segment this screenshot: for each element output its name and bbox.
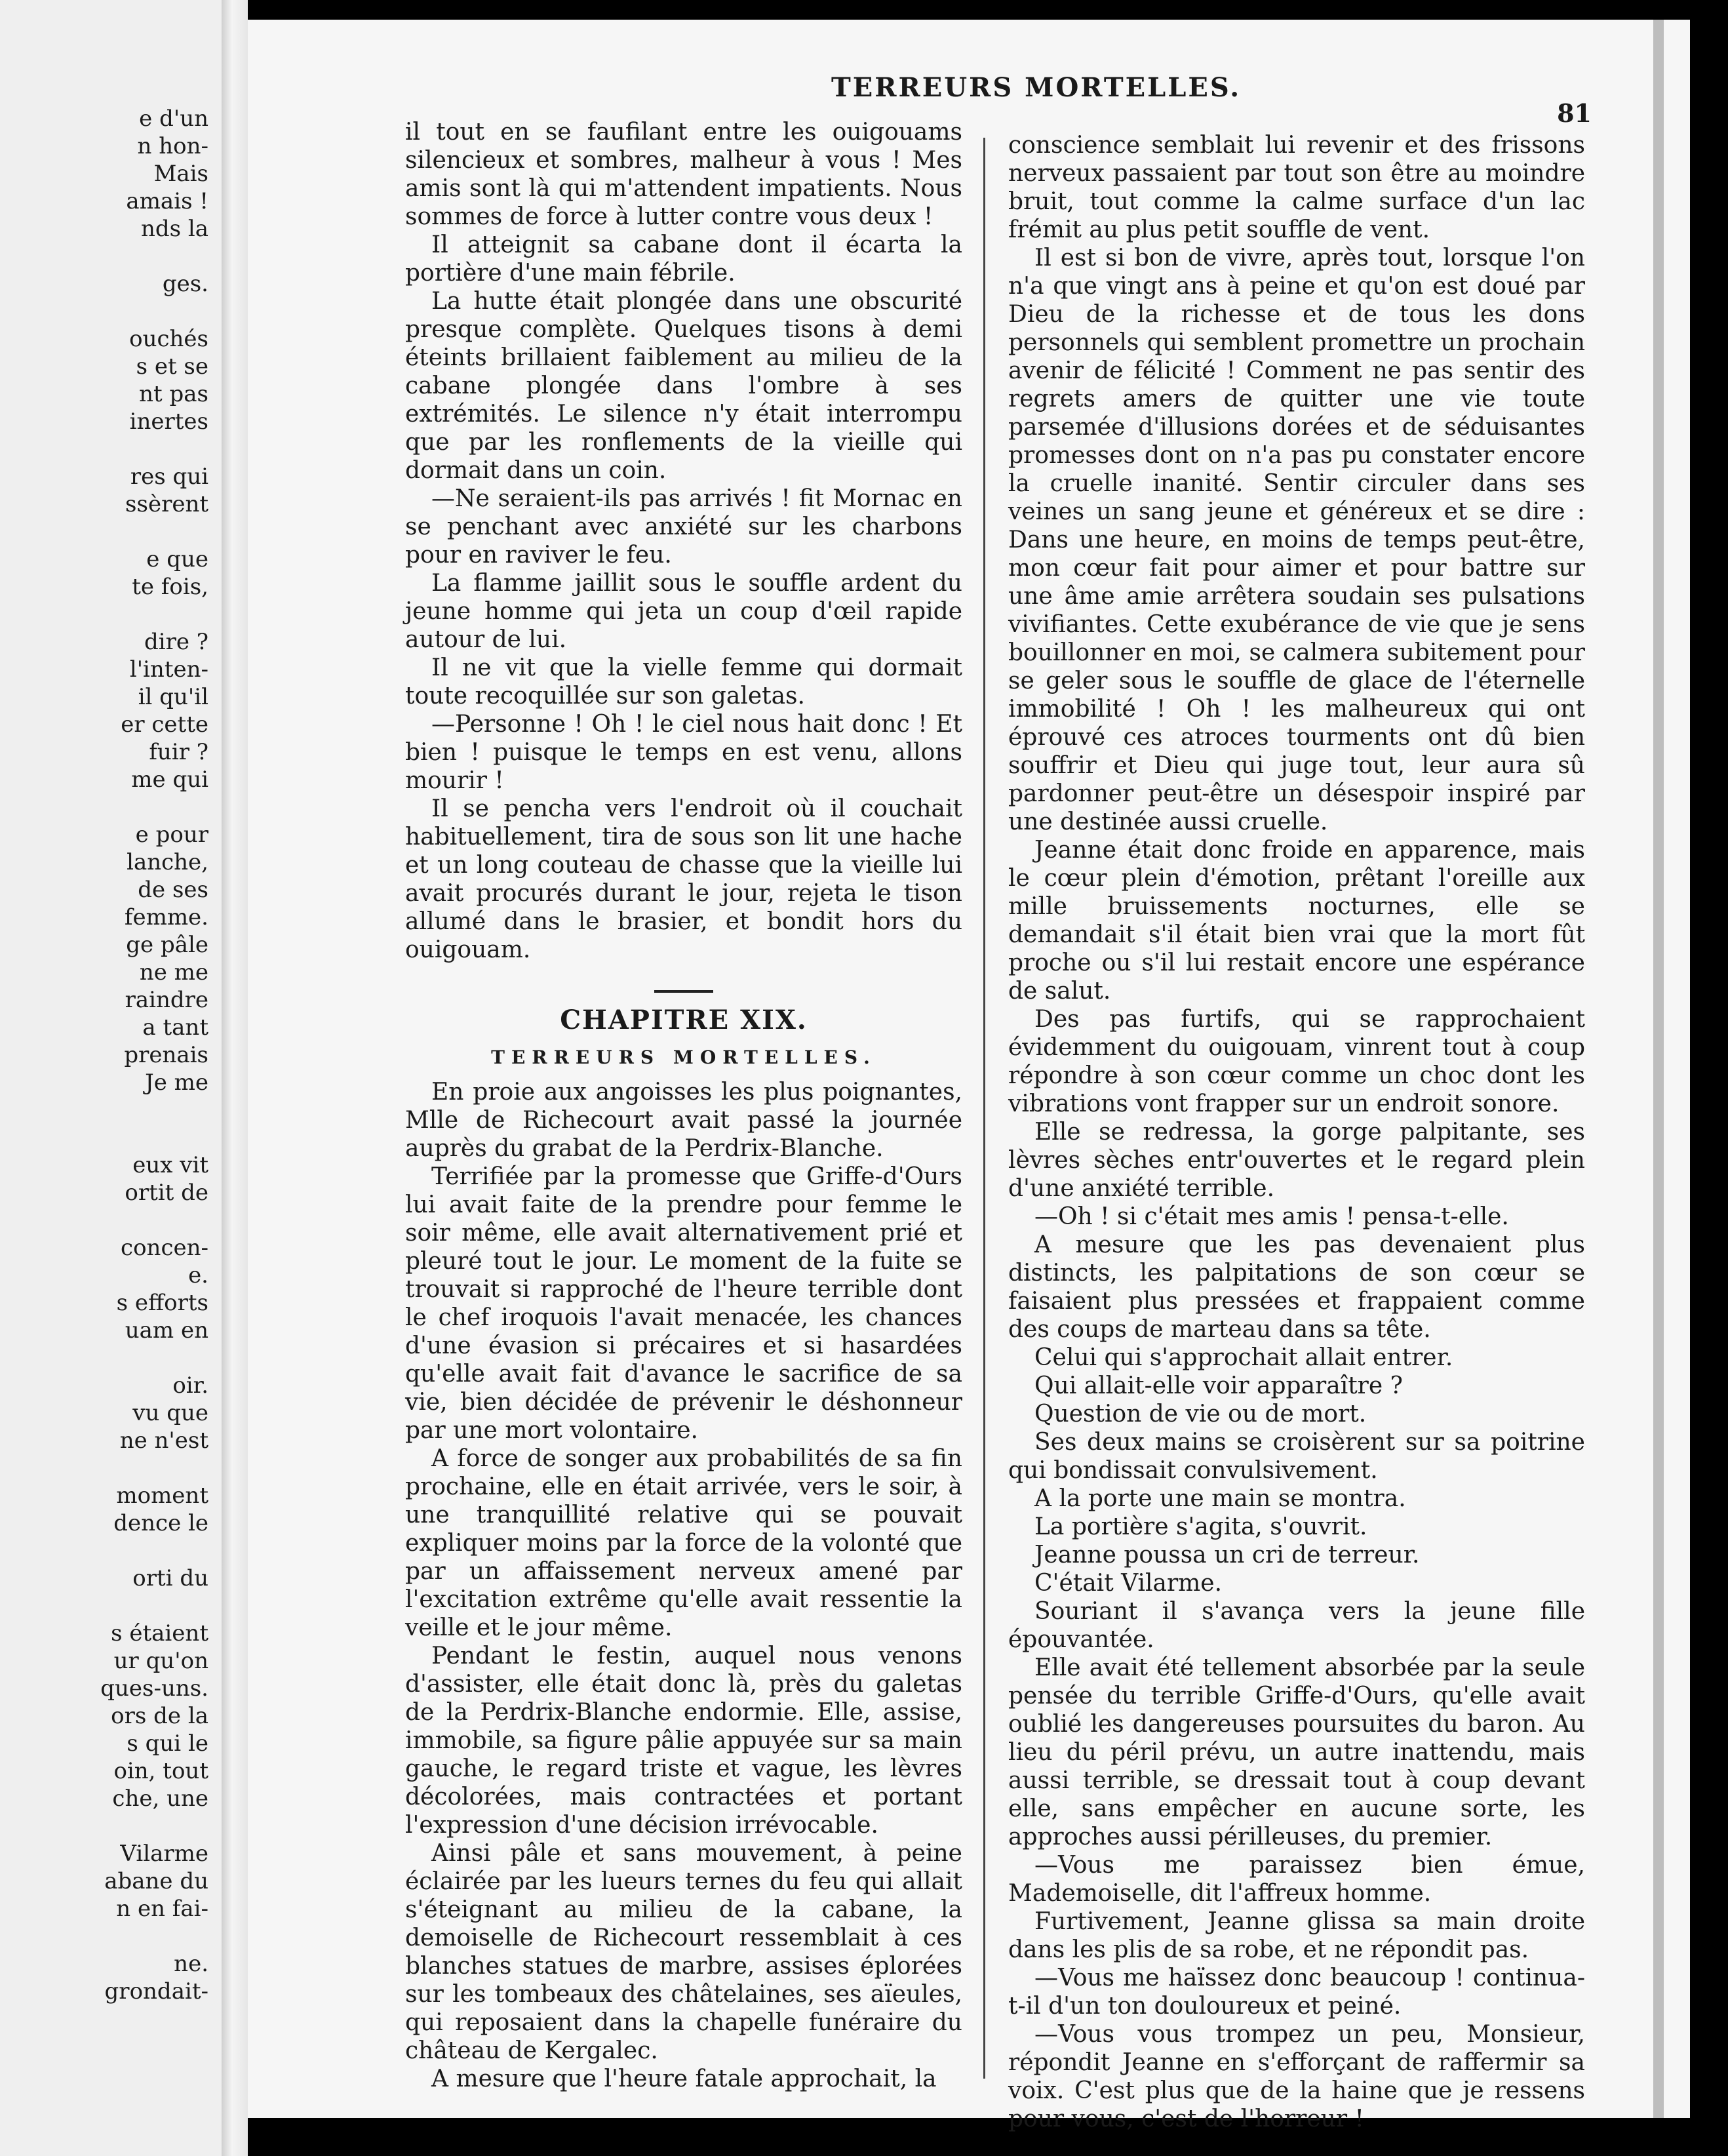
paragraph: Il est si bon de vivre, après tout, lorsque l'on n'a que vingt ans à peine et qu'on est doué par Dieu de la richesse et de tous les dons personnels qui semblent promettre un prochain avenir de félicité ! Comment ne pas sentir des regrets amers de quitter une vie toute parsemée d'illusions dorées et de séduisantes promesses dont on n'a pas pu constater encore la cruelle inanité. Sentir circuler dans ses veines un sang jeune et généreux et se dire : Dans une heure, en moins de temps peut-être, mon cœur fait pour aimer et pour battre sur une âme amie arrêtera soudain ses pulsations vivifiantes. Cette exubérance de vie que je sens bouillonner en moi, se calmera subitement pour se geler sous le souffle de glace de l'éternelle immobilité ! Oh ! les malheureux qui ont éprouvé ces atroces tourments ont dû bien souffrir et Dieu qui juge tout, leur aura sû pardonner peut-être un désespoir inspiré par une destinée aussi cruelle. [1008, 245, 1585, 835]
column-rule [983, 138, 985, 2079]
left-page-text-fragment: oin, tout [113, 1758, 208, 1784]
left-page-text-fragment: dence le [113, 1510, 208, 1536]
running-head: TERREURS MORTELLES. [831, 72, 1242, 103]
left-page-text-fragment: ors de la [111, 1703, 208, 1729]
left-page-text-fragment: inertes [129, 409, 208, 435]
paragraph: —Vous me haïssez donc beaucoup ! continua-t-il d'un ton douloureux et peiné. [1008, 1965, 1585, 2020]
left-page-text-fragment: ne n'est [119, 1427, 208, 1454]
paragraph: Furtivement, Jeanne glissa sa main droite dans les plis de sa robe, et ne répondit pas. [1008, 1908, 1585, 1963]
left-page-text-fragment: amais ! [126, 188, 208, 214]
paragraph: A force de songer aux probabilités de sa fin prochaine, elle en était arrivée, vers le soir, à une tranquillité relative qui se pouvait expliquer moins par la force de la volonté que par un affaissement nerveux amené par l'excitation extrême qu'elle avait ressentie la veille et le jour même. [405, 1445, 962, 1641]
paragraph: Il se pencha vers l'endroit où il couchait habituellement, tira de sous son lit une hache et un long couteau de chasse que la vieille lui avait procurés durant le jour, rejeta le tison allumé dans le brasier, et bondit hors du ouigouam. [405, 795, 962, 963]
paragraph: —Personne ! Oh ! le ciel nous hait donc ! Et bien ! puisque le temps en est venu, allons mourir ! [405, 711, 962, 794]
left-page-text-fragment: ssèrent [125, 491, 208, 517]
left-page-text-fragment: ques-uns. [100, 1675, 208, 1702]
left-page-text-fragment: fuir ? [149, 739, 208, 765]
left-page-text-fragment: de ses [138, 877, 208, 903]
chapter-subtitle: TERREURS MORTELLES. [491, 1047, 876, 1068]
left-page-text-fragment: ges. [162, 271, 208, 297]
left-page-text-fragment: ouchés [129, 326, 208, 352]
paragraph: La hutte était plongée dans une obscurité presque complète. Quelques tisons à demi éteints brillaient faiblement au milieu de la cabane plongée dans l'ombre à ses extrémités. Le silence n'y était interrompu que par les ronflements de la vieille qui dormait dans un coin. [405, 288, 962, 484]
left-page-text-fragment: uam en [125, 1317, 208, 1344]
chapter-divider [654, 990, 713, 993]
paragraph: il tout en se faufilant entre les ouigouams silencieux et sombres, malheur à vous ! Mes amis sont là qui m'attendent impatients. Nous sommes de force à lutter contre vous deux ! [405, 119, 962, 230]
paragraph: Elle avait été tellement absorbée par la seule pensée du terrible Griffe-d'Ours, qu'elle avait oublié les dangereuses poursuites du baron. Au lieu du péril prévu, un autre inattendu, mais aussi terrible, se dressait tout à coup devant elle, sans empêcher en aucune sorte, les approches aussi périlleuses, du premier. [1008, 1654, 1585, 1850]
left-page-text-fragment: femme. [124, 904, 208, 930]
left-page-text-fragment: s et se [136, 353, 208, 380]
paragraph: La portière s'agita, s'ouvrit. [1034, 1513, 1367, 1540]
left-page-text-fragment: nt pas [139, 381, 208, 407]
left-column [405, 118, 962, 2093]
paragraph: Jeanne était donc froide en apparence, mais le cœur plein d'émotion, prêtant l'oreille aux mille bruissements nocturnes, elle se demandait s'il était bien vrai que la mort fût proche ou s'il lui restait encore une espérance de salut. [1008, 837, 1585, 1005]
left-page-text-fragment: l'inten- [129, 656, 208, 683]
left-page-text-fragment: e que [146, 546, 208, 572]
left-page-text-fragment: raindre [125, 987, 208, 1013]
left-page-fragment [0, 0, 222, 2156]
left-page-text-fragment: te fois, [132, 574, 208, 600]
left-page-text-fragment: moment [116, 1483, 208, 1509]
left-page-text-fragment: me qui [131, 767, 208, 793]
left-page-text-fragment: oir. [172, 1372, 208, 1399]
left-page-text-fragment: che, une [112, 1786, 208, 1812]
paragraph: Terrifiée par la promesse que Griffe-d'Ours lui avait faite de la prendre pour femme le soir même, elle avait alternativement prié et pleuré tout le jour. Le moment de la fuite se trouvait si rapproché de l'heure terrible dont le chef iroquois l'avait menacée, les chances d'une évasion si précaires et si hasardées qu'elle avait fait d'avance le sacrifice de sa vie, bien décidée de prévenir le déshonneur par une mort volontaire. [405, 1163, 962, 1444]
left-page-text-fragment: ne me [139, 959, 208, 986]
left-page-text-fragment: dire ? [144, 629, 208, 655]
chapter-title: CHAPITRE XIX. [560, 1005, 808, 1035]
left-page-text-fragment: res qui [130, 464, 208, 490]
paragraph: Il ne vit que la vielle femme qui dormait toute recoquillée sur son galetas. [405, 654, 962, 709]
left-page-text-fragment: er cette [121, 711, 208, 738]
paragraph: —Vous vous trompez un peu, Monsieur, répondit Jeanne en s'efforçant de raffermir sa voix. C'est plus que de la haine que je ressens pour vous, c'est de l'horreur ! [1008, 2021, 1585, 2132]
paragraph: —Ne seraient-ils pas arrivés ! fit Mornac en se penchant avec anxiété sur les charbons pour en raviver le feu. [405, 485, 962, 569]
paragraph: C'était Vilarme. [1034, 1570, 1223, 1597]
left-page-text-fragment: Je me [145, 1069, 208, 1096]
left-page-text-fragment: vu que [132, 1400, 208, 1426]
paragraph: —Vous me paraissez bien émue, Mademoiselle, dit l'affreux homme. [1008, 1852, 1585, 1907]
left-page-text-fragment: eux vit [132, 1152, 208, 1178]
paragraph: conscience semblait lui revenir et des frissons nerveux passaient par tout son être au moindre bruit, tout comme la calme surface d'un lac frémit au plus petit souffle de vent. [1008, 132, 1585, 243]
paragraph: —Oh ! si c'était mes amis ! pensa-t-elle. [1034, 1203, 1509, 1230]
left-page-text-fragment: s qui le [127, 1730, 208, 1757]
paragraph: La flamme jaillit sous le souffle ardent du jeune homme qui jeta un coup d'œil rapide autour de lui. [405, 570, 962, 653]
left-page-text-fragment: n en fai- [116, 1896, 208, 1922]
paragraph: Il atteignit sa cabane dont il écarta la portière d'une main fébrile. [405, 231, 962, 287]
paragraph: Ses deux mains se croisèrent sur sa poitrine qui bondissait convulsivement. [1008, 1429, 1585, 1484]
left-page-text-fragment: nds la [140, 216, 208, 242]
left-page-text-fragment: prenais [124, 1042, 208, 1068]
paragraph: Celui qui s'approchait allait entrer. [1034, 1344, 1453, 1371]
paragraph: A mesure que les pas devenaient plus distincts, les palpitations de son cœur se faisaient plus pressées et frappaient comme des coups de marteau dans sa tête. [1008, 1231, 1585, 1343]
left-page-text-fragment: lanche, [127, 849, 208, 875]
paragraph: Jeanne poussa un cri de terreur. [1034, 1542, 1420, 1568]
left-page-text-fragment: e d'un [139, 106, 208, 132]
left-page-text-fragment: grondait- [104, 1978, 208, 2005]
left-page-text-fragment: il qu'il [138, 684, 208, 710]
left-page-text-fragment: n hon- [137, 133, 208, 159]
paragraph: Pendant le festin, auquel nous venons d'assister, elle était donc là, près du galetas de la Perdrix-Blanche endormie. Elle, assise, immobile, sa figure pâlie appuyée sur sa main gauche, le regard triste et vague, les lèvres décolorées, mais contractées et portant l'expression d'une décision irrévocable. [405, 1643, 962, 1839]
left-page-text-fragment: e. [188, 1262, 208, 1288]
left-page-text-fragment: s efforts [116, 1290, 208, 1316]
left-page-text-fragment: s étaient [111, 1620, 208, 1647]
paragraph: Des pas furtifs, qui se rapprochaient évidemment du ouigouam, vinrent tout à coup répondre à son cœur comme un choc dont les vibrations vont frapper sur un endroit sonore. [1008, 1006, 1585, 1117]
page-number: 81 [1557, 98, 1592, 128]
right-page [248, 20, 1690, 2132]
left-page-text-fragment: concen- [121, 1235, 208, 1261]
paragraph: Question de vie ou de mort. [1034, 1401, 1367, 1427]
page-edge [1653, 20, 1664, 2118]
left-page-text-fragment: Vilarme [120, 1841, 208, 1867]
paragraph: A mesure que l'heure fatale approchait, la [431, 2066, 937, 2092]
page-gutter [222, 0, 248, 2156]
left-page-text-fragment: ur qu'on [113, 1648, 208, 1674]
paragraph: Qui allait-elle voir apparaître ? [1034, 1372, 1403, 1399]
paragraph: En proie aux angoisses les plus poignantes, Mlle de Richecourt avait passé la journée auprès du grabat de la Perdrix-Blanche. [405, 1079, 962, 1162]
left-page-text-fragment: a tant [142, 1014, 208, 1041]
left-page-text-fragment: e pour [135, 822, 208, 848]
left-page-text-fragment: orti du [132, 1565, 208, 1591]
paragraph: Ainsi pâle et sans mouvement, à peine éclairée par les lueurs ternes du feu qui allait s'éteignant au milieu de la cabane, la demoiselle de Richecourt ressemblait à ces blanches statues de marbre, assises éplorées sur les tombeaux des châtelaines, ses aïeules, qui reposaient dans la chapelle funéraire du château de Kergalec. [405, 1840, 962, 2064]
left-page-text-fragment: ortit de [125, 1180, 208, 1206]
paragraph: A la porte une main se montra. [1034, 1485, 1406, 1512]
left-page-text-fragment: ge pâle [126, 932, 208, 958]
paragraph: Elle se redressa, la gorge palpitante, ses lèvres sèches entr'ouvertes et le regard plein d'une anxiété terrible. [1008, 1119, 1585, 1202]
left-page-text-fragment: Mais [153, 161, 208, 187]
paragraph: Souriant il s'avança vers la jeune fille épouvantée. [1008, 1598, 1585, 1653]
left-page-text-fragment: ne. [174, 1951, 208, 1977]
left-page-text-fragment: abane du [104, 1868, 208, 1894]
right-column [1008, 131, 1585, 2133]
